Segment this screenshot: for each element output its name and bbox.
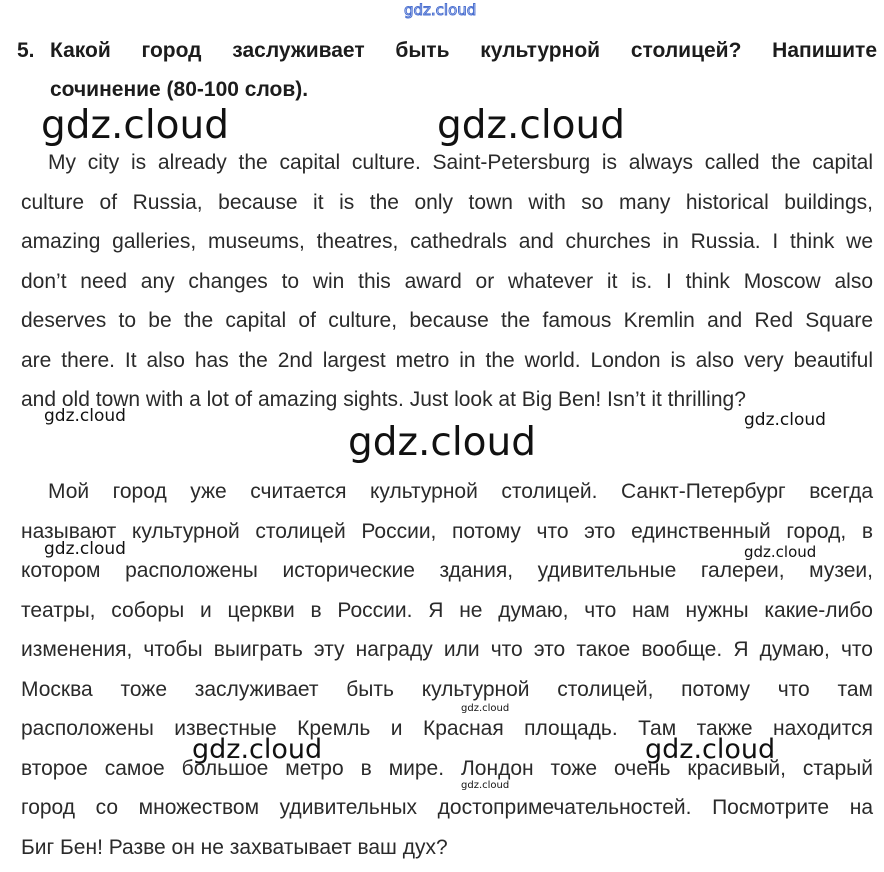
russian-line: город со множеством удивительных достопримечательностей. Посмотрите на [21,796,873,819]
watermark: gdz.cloud [461,780,510,791]
watermark: gdz.cloud [744,410,826,430]
english-line: don’t need any changes to win this award or whatever it is. I think Moscow also [21,269,873,293]
russian-essay [21,472,873,867]
russian-line: изменения, чтобы выиграть эту награду или что это такое вообще. Я думаю, что [21,638,873,661]
russian-line: Мой город уже считается культурной столицей. Санкт-Петербург всегда [48,480,873,503]
russian-line: называют культурной столицей России, потому что это единственный город, в [21,519,873,543]
english-line: are there. It also has the 2nd largest metro in the world. London is also very beautiful [21,348,873,372]
russian-line: котором расположены исторические здания, удивительные галереи, музеи, [21,559,873,582]
watermark: gdz.cloud [461,703,510,714]
english-line: and old town with a lot of amazing sights. Just look at Big Ben! Isn’t it thrilling? [21,388,746,411]
task-line-1 [17,31,877,70]
english-line: deserves to be the capital of culture, because the famous Kremlin and Red Square [21,309,873,332]
header-watermark: gdz.cloud [404,1,477,19]
watermark: gdz.cloud [437,103,625,148]
watermark: gdz.cloud [744,543,817,561]
russian-line: театры, соборы и церкви в России. Я не думаю, что нам нужны какие-либо [21,598,873,622]
english-line: amazing galleries, museums, theatres, cathedrals and churches in Russia. I think we [21,230,873,253]
russian-line: Москва тоже заслуживает быть культурной столицей, потому что там [21,677,873,701]
task-line-2: сочинение (80-100 слов). [50,78,309,101]
russian-line: второе самое большое метро в мире. Лондон тоже очень красивый, старый [21,756,873,780]
watermark: gdz.cloud [44,406,126,426]
watermark: gdz.cloud [348,420,536,465]
task-number: 5. [17,39,35,62]
watermark: gdz.cloud [645,734,776,765]
english-line: My city is already the capital culture. Saint-Petersburg is always called the capital [48,151,873,174]
watermark: gdz.cloud [41,103,229,148]
task-heading [17,31,877,109]
russian-line: Биг Бен! Разве он не захватывает ваш дух? [21,835,448,859]
watermark: gdz.cloud [192,734,323,765]
english-line: culture of Russia, because it is the only town with so many historical buildings, [21,190,873,214]
english-essay [21,143,873,420]
russian-line: расположены известные Кремль и Красная площадь. Там также находится [21,717,873,740]
task-line-1-text: Какой город заслуживает быть культурной столицей? Напишите [50,39,877,62]
watermark: gdz.cloud [44,539,126,559]
